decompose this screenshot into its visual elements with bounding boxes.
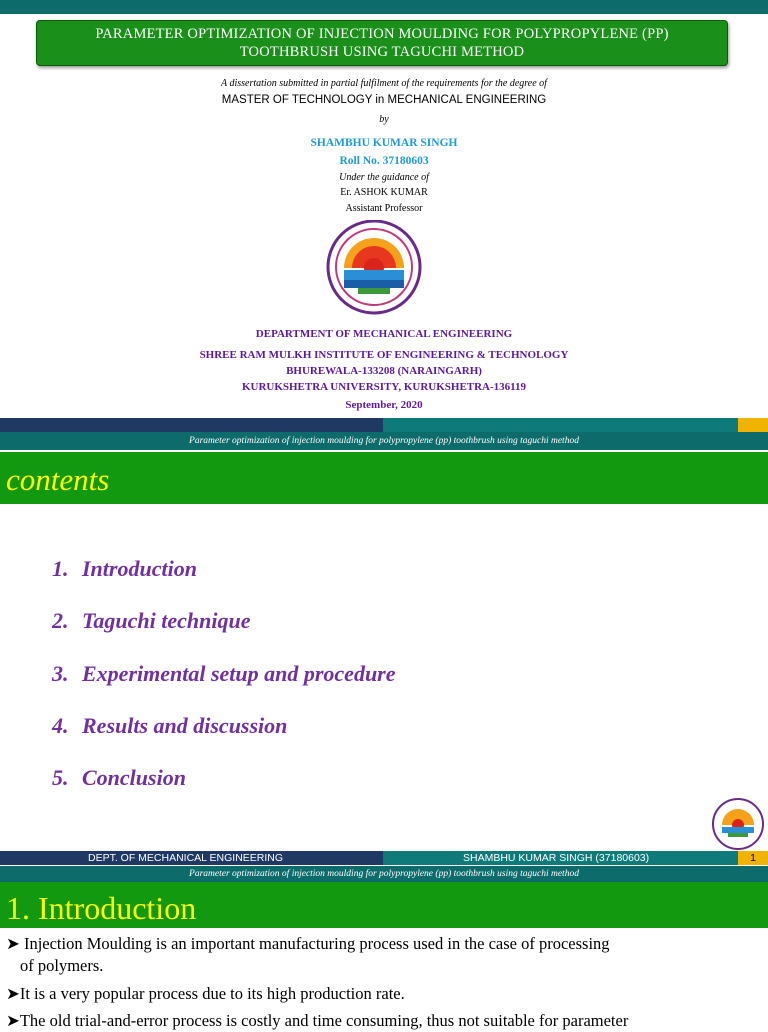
slide2-header-bar <box>0 432 768 450</box>
thesis-title-line1: PARAMETER OPTIMIZATION OF INJECTION MOULDING FOR POLYPROPYLENE (PP) <box>95 26 669 42</box>
toc-item-4: 4. Results and discussion <box>52 713 288 738</box>
department-name: DEPARTMENT OF MECHANICAL ENGINEERING <box>255 328 513 340</box>
address-line2: KURUKSHETRA UNIVERSITY, KURUKSHETRA-136119 <box>241 381 527 393</box>
slide3-header-bar <box>0 866 768 882</box>
footer-caption-2: Parameter optimization of injection moulding for polypropylene (pp) toothbrush using taguchi method <box>189 869 579 879</box>
address-line1: BHUREWALA-133208 (NARAINGARH) <box>286 365 482 377</box>
dissertation-note: A dissertation submitted in partial fulfilment of the requirements for the degree of <box>221 78 547 89</box>
author-name: SHAMBHU KUMAR SINGH <box>310 137 458 149</box>
toc-item-2: 2. Taguchi technique <box>52 608 251 633</box>
bullet-2: ➤It is a very popular process due to its high production rate. <box>6 984 405 1003</box>
slide1-footer-bar <box>0 418 768 432</box>
guide-designation: Assistant Professor <box>345 203 423 214</box>
bullet-1-cont: of polymers. <box>20 956 104 975</box>
toc-item-5: 5. Conclusion <box>52 765 186 790</box>
arrow-bullet-icon: ➤ <box>6 984 20 1003</box>
toc-item-1: 1. Introduction <box>52 556 197 581</box>
footer-dept: DEPT. OF MECHANICAL ENGINEERING <box>0 851 383 865</box>
slide2-footer-bar <box>0 851 768 865</box>
thesis-title-line2: TOOTHBRUSH USING TAGUCHI METHOD <box>239 44 525 60</box>
arrow-bullet-icon: ➤ <box>6 934 24 953</box>
footer-caption: Parameter optimization of injection moulding for polypropylene (pp) toothbrush using taguchi method <box>189 436 579 446</box>
bullet-3: ➤The old trial-and-error process is costly and time consuming, thus not suitable for parameter <box>6 1011 629 1030</box>
submission-date: September, 2020 <box>345 399 423 411</box>
footer-author: SHAMBHU KUMAR SINGH (37180603) <box>383 851 738 865</box>
guidance-label: Under the guidance of <box>339 172 429 183</box>
degree-line: MASTER OF TECHNOLOGY in MECHANICAL ENGINEERING <box>221 94 547 106</box>
toc-item-3: 3. Experimental setup and procedure <box>52 661 396 686</box>
institute-name: SHREE RAM MULKH INSTITUTE OF ENGINEERING & TECHNOLOGY <box>199 349 569 361</box>
contents-header-band <box>0 452 768 504</box>
thesis-title-box <box>36 20 728 66</box>
contents-heading: contents <box>6 462 110 497</box>
bullet-1: ➤ Injection Moulding is an important manufacturing process used in the case of processing <box>6 934 610 953</box>
guide-name: Er. ASHOK KUMAR <box>340 187 428 198</box>
page-number: 1 <box>738 851 768 865</box>
university-logo-small <box>708 797 768 851</box>
arrow-bullet-icon: ➤ <box>6 1011 20 1030</box>
intro-heading: 1. Introduction <box>6 890 197 926</box>
top-teal-bar <box>0 0 768 14</box>
by-label: by <box>379 114 389 125</box>
roll-number: Roll No. 37180603 <box>339 155 429 167</box>
university-logo <box>322 220 426 316</box>
